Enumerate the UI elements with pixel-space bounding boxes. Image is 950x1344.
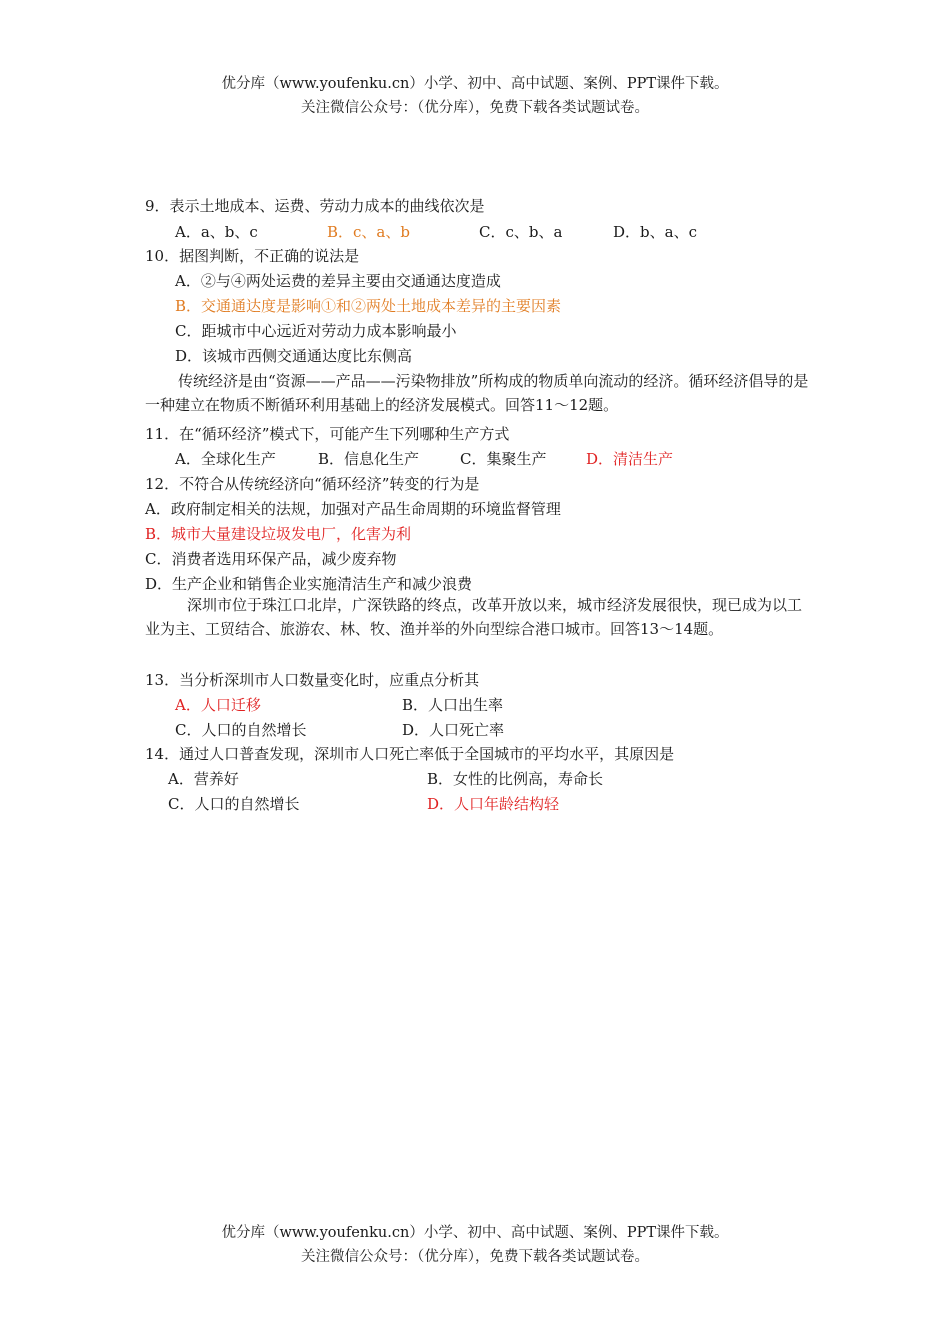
q14-options-row2 — [0, 793, 950, 815]
q11-option-a: A．全球化生产 — [175, 450, 276, 468]
q11-stem: 11．在“循环经济”模式下，可能产生下列哪种生产方式 — [145, 425, 510, 443]
q9-option-d: D．b、a、c — [613, 223, 697, 241]
q13-option-a: A．人口迁移 — [175, 696, 261, 714]
q14-options-row1 — [0, 768, 950, 790]
q9-stem: 9．表示土地成本、运费、劳动力成本的曲线依次是 — [145, 197, 485, 215]
header-line-1: 优分库（www.youfenku.cn）小学、初中、高中试题、案例、PPT课件下载。 — [221, 76, 729, 92]
q10-option-a: A．②与④两处运费的差异主要由交通通达度造成 — [175, 272, 501, 290]
q9-options — [0, 221, 950, 243]
q10-option-b: B．交通通达度是影响①和②两处土地成本差异的主要因素 — [175, 297, 562, 315]
header-line-2: 关注微信公众号：（优分库），免费下载各类试题试卷。 — [301, 100, 649, 116]
q12-stem: 12．不符合从传统经济向“循环经济”转变的行为是 — [145, 475, 480, 493]
q13-options-row1 — [0, 694, 950, 716]
q14-option-d: D．人口年龄结构轻 — [427, 795, 560, 813]
q14-option-b: B．女性的比例高，寿命长 — [427, 770, 604, 788]
footer-line-2: 关注微信公众号：（优分库），免费下载各类试题试卷。 — [301, 1249, 649, 1265]
q12-option-c: C．消费者选用环保产品，减少废弃物 — [145, 550, 397, 568]
q10-option-d: D．该城市西侧交通通达度比东侧高 — [175, 347, 413, 365]
q9-option-c: C．c、b、a — [479, 223, 563, 241]
q9-option-b: B．c、a、b — [327, 223, 410, 241]
q12-option-d: D．生产企业和销售企业实施清洁生产和减少浪费 — [145, 575, 473, 593]
q10-option-c: C．距城市中心远近对劳动力成本影响最小 — [175, 322, 457, 340]
q13-stem: 13．当分析深圳市人口数量变化时，应重点分析其 — [145, 671, 480, 689]
q12-option-b: B．城市大量建设垃圾发电厂，化害为利 — [145, 525, 412, 543]
q9-option-a: A．a、b、c — [175, 223, 258, 241]
q11-option-d: D．清洁生产 — [586, 450, 674, 468]
q11-option-c: C．集聚生产 — [460, 450, 547, 468]
footer-line-1: 优分库（www.youfenku.cn）小学、初中、高中试题、案例、PPT课件下载。 — [221, 1225, 729, 1241]
passage-shenzhen: 深圳市位于珠江口北岸，广深铁路的终点，改革开放以来，城市经济发展很快，现已成为以工业为主、工贸结合、旅游农、林、牧、渔并举的外向型综合港口城市。回答13～14题。 — [145, 596, 803, 638]
q13-option-c: C．人口的自然增长 — [175, 721, 307, 739]
q11-options — [0, 448, 950, 470]
q12-option-a: A．政府制定相关的法规，加强对产品生命周期的环境监督管理 — [145, 500, 561, 518]
q14-option-c: C．人口的自然增长 — [168, 795, 300, 813]
q11-option-b: B．信息化生产 — [318, 450, 420, 468]
q13-option-b: B．人口出生率 — [402, 696, 504, 714]
q13-options-row2 — [0, 719, 950, 741]
q14-option-a: A．营养好 — [168, 770, 239, 788]
q13-option-d: D．人口死亡率 — [402, 721, 505, 739]
q14-stem: 14．通过人口普查发现，深圳市人口死亡率低于全国城市的平均水平，其原因是 — [145, 745, 675, 763]
passage-circular-economy: 传统经济是由“资源——产品——污染物排放”所构成的物质单向流动的经济。循环经济倡导的是一种建立在物质不断循环利用基础上的经济发展模式。回答11～12题。 — [145, 372, 809, 414]
q10-stem: 10．据图判断，不正确的说法是 — [145, 247, 360, 265]
